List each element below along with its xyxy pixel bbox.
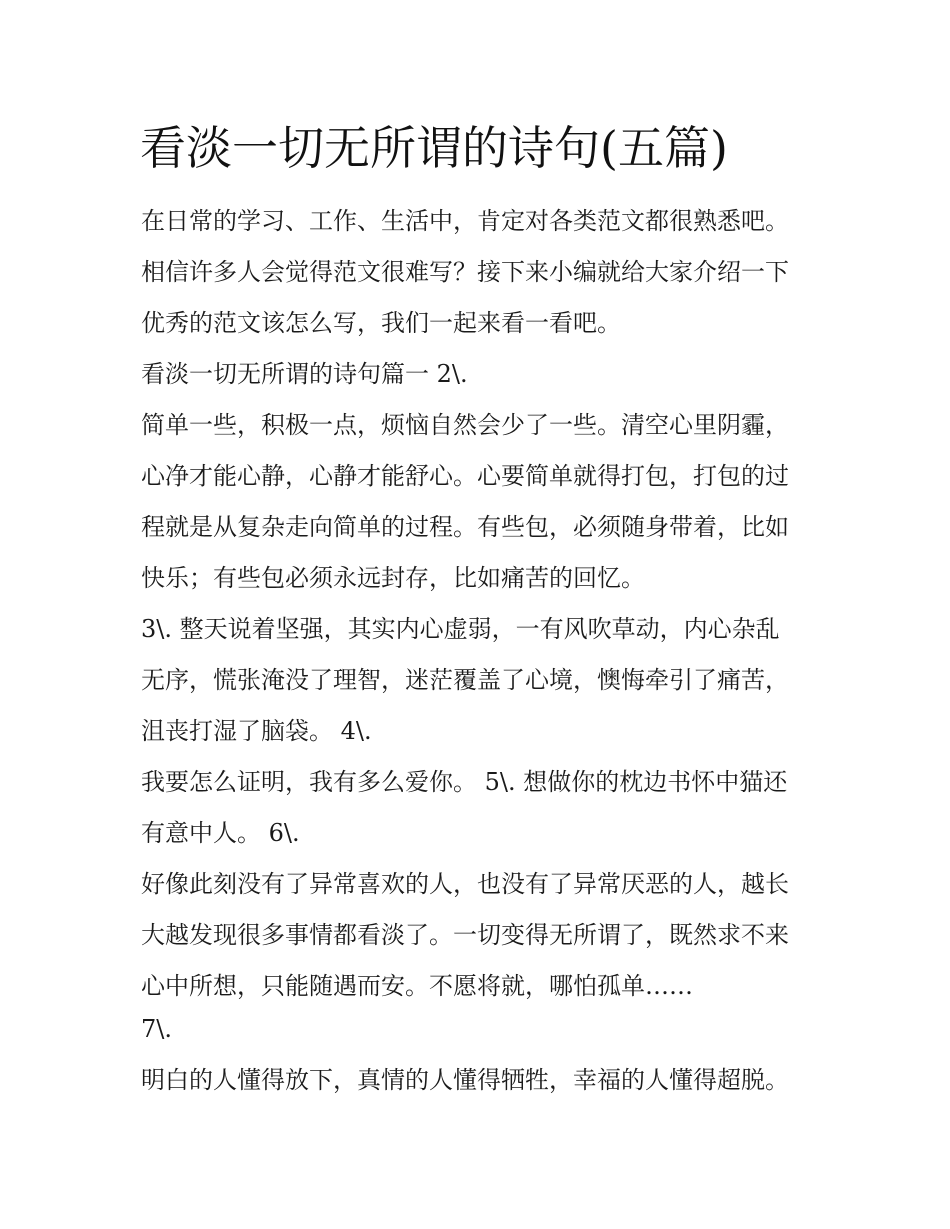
body-line-6: 心净才能心静，心静才能舒心。心要简单就得打包，打包的过 (141, 462, 789, 490)
body-line-1: 在日常的学习、工作、生活中，肯定对各类范文都很熟悉吧。 (141, 207, 789, 235)
body-line-10: 无序，慌张淹没了理智，迷茫覆盖了心境，懊悔牵引了痛苦， (141, 666, 789, 694)
body-line-8: 快乐；有些包必须永远封存，比如痛苦的回忆。 (141, 564, 645, 592)
body-line-5: 简单一些，积极一点，烦恼自然会少了一些。清空心里阴霾， (141, 411, 789, 439)
body-line-7: 程就是从复杂走向简单的过程。有些包，必须随身带着，比如 (141, 513, 789, 541)
body-line-14: 好像此刻没有了异常喜欢的人，也没有了异常厌恶的人，越长 (141, 870, 789, 898)
body-line-3: 优秀的范文该怎么写，我们一起来看一看吧。 (141, 309, 621, 337)
body-line-17: 7\. (141, 1015, 172, 1043)
body-line-2: 相信许多人会觉得范文很难写？接下来小编就给大家介绍一下 (141, 258, 789, 286)
body-line-18: 明白的人懂得放下，真情的人懂得牺牲，幸福的人懂得超脱。 (141, 1066, 789, 1094)
body-line-12: 我要怎么证明，我有多么爱你。 5\. 想做你的枕边书怀中猫还 (141, 768, 788, 796)
body-line-11: 沮丧打湿了脑袋。 4\. (141, 717, 372, 745)
body-line-16: 心中所想，只能随遇而安。不愿将就，哪怕孤单…… (141, 972, 693, 1000)
body-line-13: 有意中人。 6\. (141, 819, 300, 847)
section-heading: 看淡一切无所谓的诗句篇一 2\. (141, 360, 468, 388)
document-title: 看淡一切无所谓的诗句(五篇) (140, 121, 728, 175)
body-line-9: 3\. 整天说着坚强，其实内心虚弱，一有风吹草动，内心杂乱 (141, 615, 780, 643)
body-line-15: 大越发现很多事情都看淡了。一切变得无所谓了，既然求不来 (141, 921, 789, 949)
